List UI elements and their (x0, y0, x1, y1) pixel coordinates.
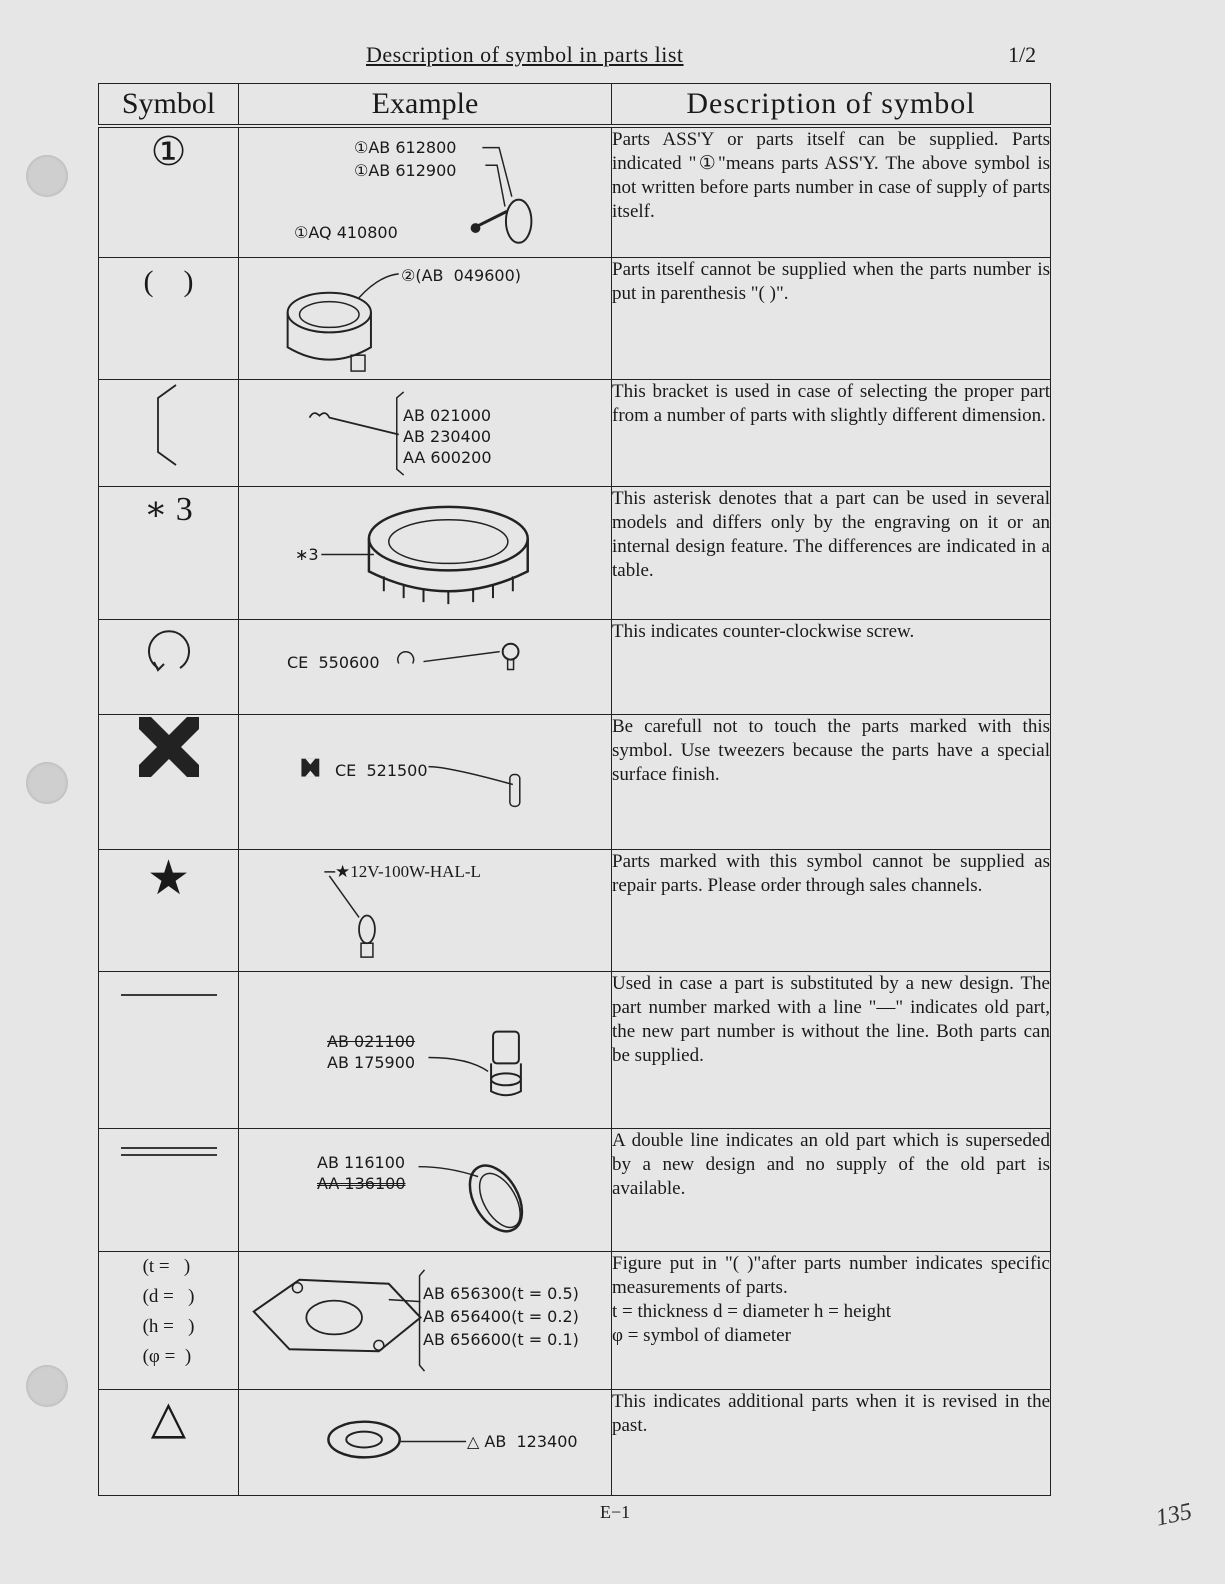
symbol-cell (99, 126, 239, 257)
symbol-cell (99, 1389, 239, 1495)
example-cell (239, 849, 612, 971)
header-symbol: Symbol (99, 84, 239, 127)
part-number-label: ★12V-100W-HAL-L (335, 861, 481, 881)
symbol-cell (99, 257, 239, 379)
thread-ring-illustration (239, 1129, 611, 1251)
header-example: Example (239, 84, 612, 127)
symbol-cell (99, 849, 239, 971)
part-number-label: ①AQ 410800 (294, 223, 398, 242)
example-cell (239, 257, 612, 379)
pin-part-illustration (239, 715, 611, 849)
binder-hole-top (26, 155, 68, 197)
symbol-table (98, 83, 1051, 1496)
height-symbol: (h = ) (142, 1315, 195, 1337)
part-number-label: △ AB 123400 (467, 1431, 578, 1451)
header-description: Description of symbol (612, 84, 1051, 127)
page-code: E−1 (600, 1502, 631, 1522)
description-line: Figure put in "( )"after parts number indicates specific measurements of parts. (612, 1252, 1050, 1298)
example-cell (239, 1389, 612, 1495)
table-row (99, 1251, 1051, 1389)
example-cell (239, 619, 612, 714)
description-cell: Parts itself cannot be supplied when the parts number is put in parenthesis "( )". (612, 257, 1051, 379)
double-line-symbol (119, 1142, 219, 1162)
part-number-label: ∗3 (295, 544, 319, 564)
description-cell (612, 1251, 1051, 1389)
table-row (99, 619, 1051, 714)
star-symbol: ★ (146, 851, 191, 905)
counter-clockwise-icon (144, 620, 194, 680)
table-row (99, 257, 1051, 379)
table-row (99, 126, 1051, 257)
example-cell (239, 971, 612, 1128)
example-cell (239, 714, 612, 849)
page-title: Description of symbol in parts list (366, 42, 684, 67)
description-cell: This indicates additional parts when it is revised in the past. (612, 1389, 1051, 1495)
example-cell (239, 1251, 612, 1389)
parenthesis-symbol: ( ) (143, 264, 194, 298)
description-cell: This indicates counter-clockwise screw. (612, 619, 1051, 714)
phi-symbol: (φ = ) (142, 1345, 192, 1367)
example-cell (239, 379, 612, 486)
example-cell (239, 126, 612, 257)
old-part-number: AB 021100 (327, 1031, 416, 1051)
part-number-label: AB 021000 (403, 405, 492, 425)
binder-hole-bottom (26, 1365, 68, 1407)
table-row (99, 1389, 1051, 1495)
asterisk-symbol: ∗ 3 (144, 490, 193, 528)
description-cell: This bracket is used in case of selecting the proper part from a number of parts with slightly different dimension. (612, 379, 1051, 486)
table-row (99, 971, 1051, 1128)
new-part-number: AB 175900 (327, 1052, 416, 1072)
symbol-cell (99, 379, 239, 486)
description-cell: This asterisk denotes that a part can be used in several models and differs only by the engraving on it or an internal design feature. The differences are indicated in a table. (612, 486, 1051, 619)
description-line: t = thickness d = diameter h = height (612, 1300, 892, 1322)
tweezers-warning-icon (137, 715, 201, 779)
part-number-label: AA 600200 (403, 447, 492, 467)
part-number-label: AB 656600(t = 0.1) (423, 1329, 579, 1349)
table-row (99, 486, 1051, 619)
table-row (99, 849, 1051, 971)
part-number-label: CE 550600 (287, 652, 380, 672)
description-line: φ = symbol of diameter (612, 1324, 791, 1346)
part-number-label: AB 656400(t = 0.2) (423, 1306, 579, 1326)
diameter-symbol: (d = ) (142, 1285, 195, 1307)
symbol-cell (99, 1251, 239, 1389)
binder-hole-middle (26, 762, 68, 804)
bracket-symbol (144, 380, 194, 470)
example-cell (239, 1128, 612, 1251)
table-row (99, 379, 1051, 486)
single-line-symbol (119, 985, 219, 1005)
description-cell: Be carefull not to touch the parts marked with this symbol. Use tweezers because the parts have a special surface finish. (612, 714, 1051, 849)
part-number-label: ①AB 612900 (354, 161, 457, 180)
circled-one-symbol: ① (150, 129, 187, 174)
description-cell: Parts marked with this symbol cannot be supplied as repair parts. Please order through sales channels. (612, 849, 1051, 971)
table-header-row (99, 84, 1051, 127)
symbol-cell (99, 714, 239, 849)
new-part-number: AB 116100 (317, 1152, 406, 1172)
part-number-label: ①AB 612800 (354, 138, 457, 157)
table-row (99, 1128, 1051, 1251)
measurement-symbols (143, 1252, 195, 1372)
symbol-cell (99, 619, 239, 714)
table-row (99, 714, 1051, 849)
handwritten-note: 135 (1153, 1498, 1195, 1532)
example-cell (239, 486, 612, 619)
page-number: 1/2 (1008, 42, 1037, 67)
symbol-cell (99, 971, 239, 1128)
description-cell: A double line indicates an old part which is superseded by a new design and no supply of the old part is available. (612, 1128, 1051, 1251)
part-number-label: AB 656300(t = 0.5) (423, 1283, 579, 1303)
part-number-label: CE 521500 (335, 760, 428, 780)
symbol-cell (99, 486, 239, 619)
thickness-symbol: (t = ) (142, 1255, 191, 1277)
part-number-label: AB 230400 (403, 426, 492, 446)
knob-illustration (239, 972, 611, 1128)
old-part-number: AA 136100 (317, 1173, 406, 1193)
description-cell: Used in case a part is substituted by a new design. The part number marked with a line "—" indicates old part, the new part number is without the line. Both parts can be supplied. (612, 971, 1051, 1128)
symbol-cell (99, 1128, 239, 1251)
triangle-symbol: △ (150, 1391, 187, 1443)
description-cell: Parts ASS'Y or parts itself can be supplied. Parts indicated "①"means parts ASS'Y. The above symbol is not written before parts number in case of supply of parts itself. (612, 126, 1051, 257)
part-number-label: ②(AB 049600) (401, 265, 521, 285)
